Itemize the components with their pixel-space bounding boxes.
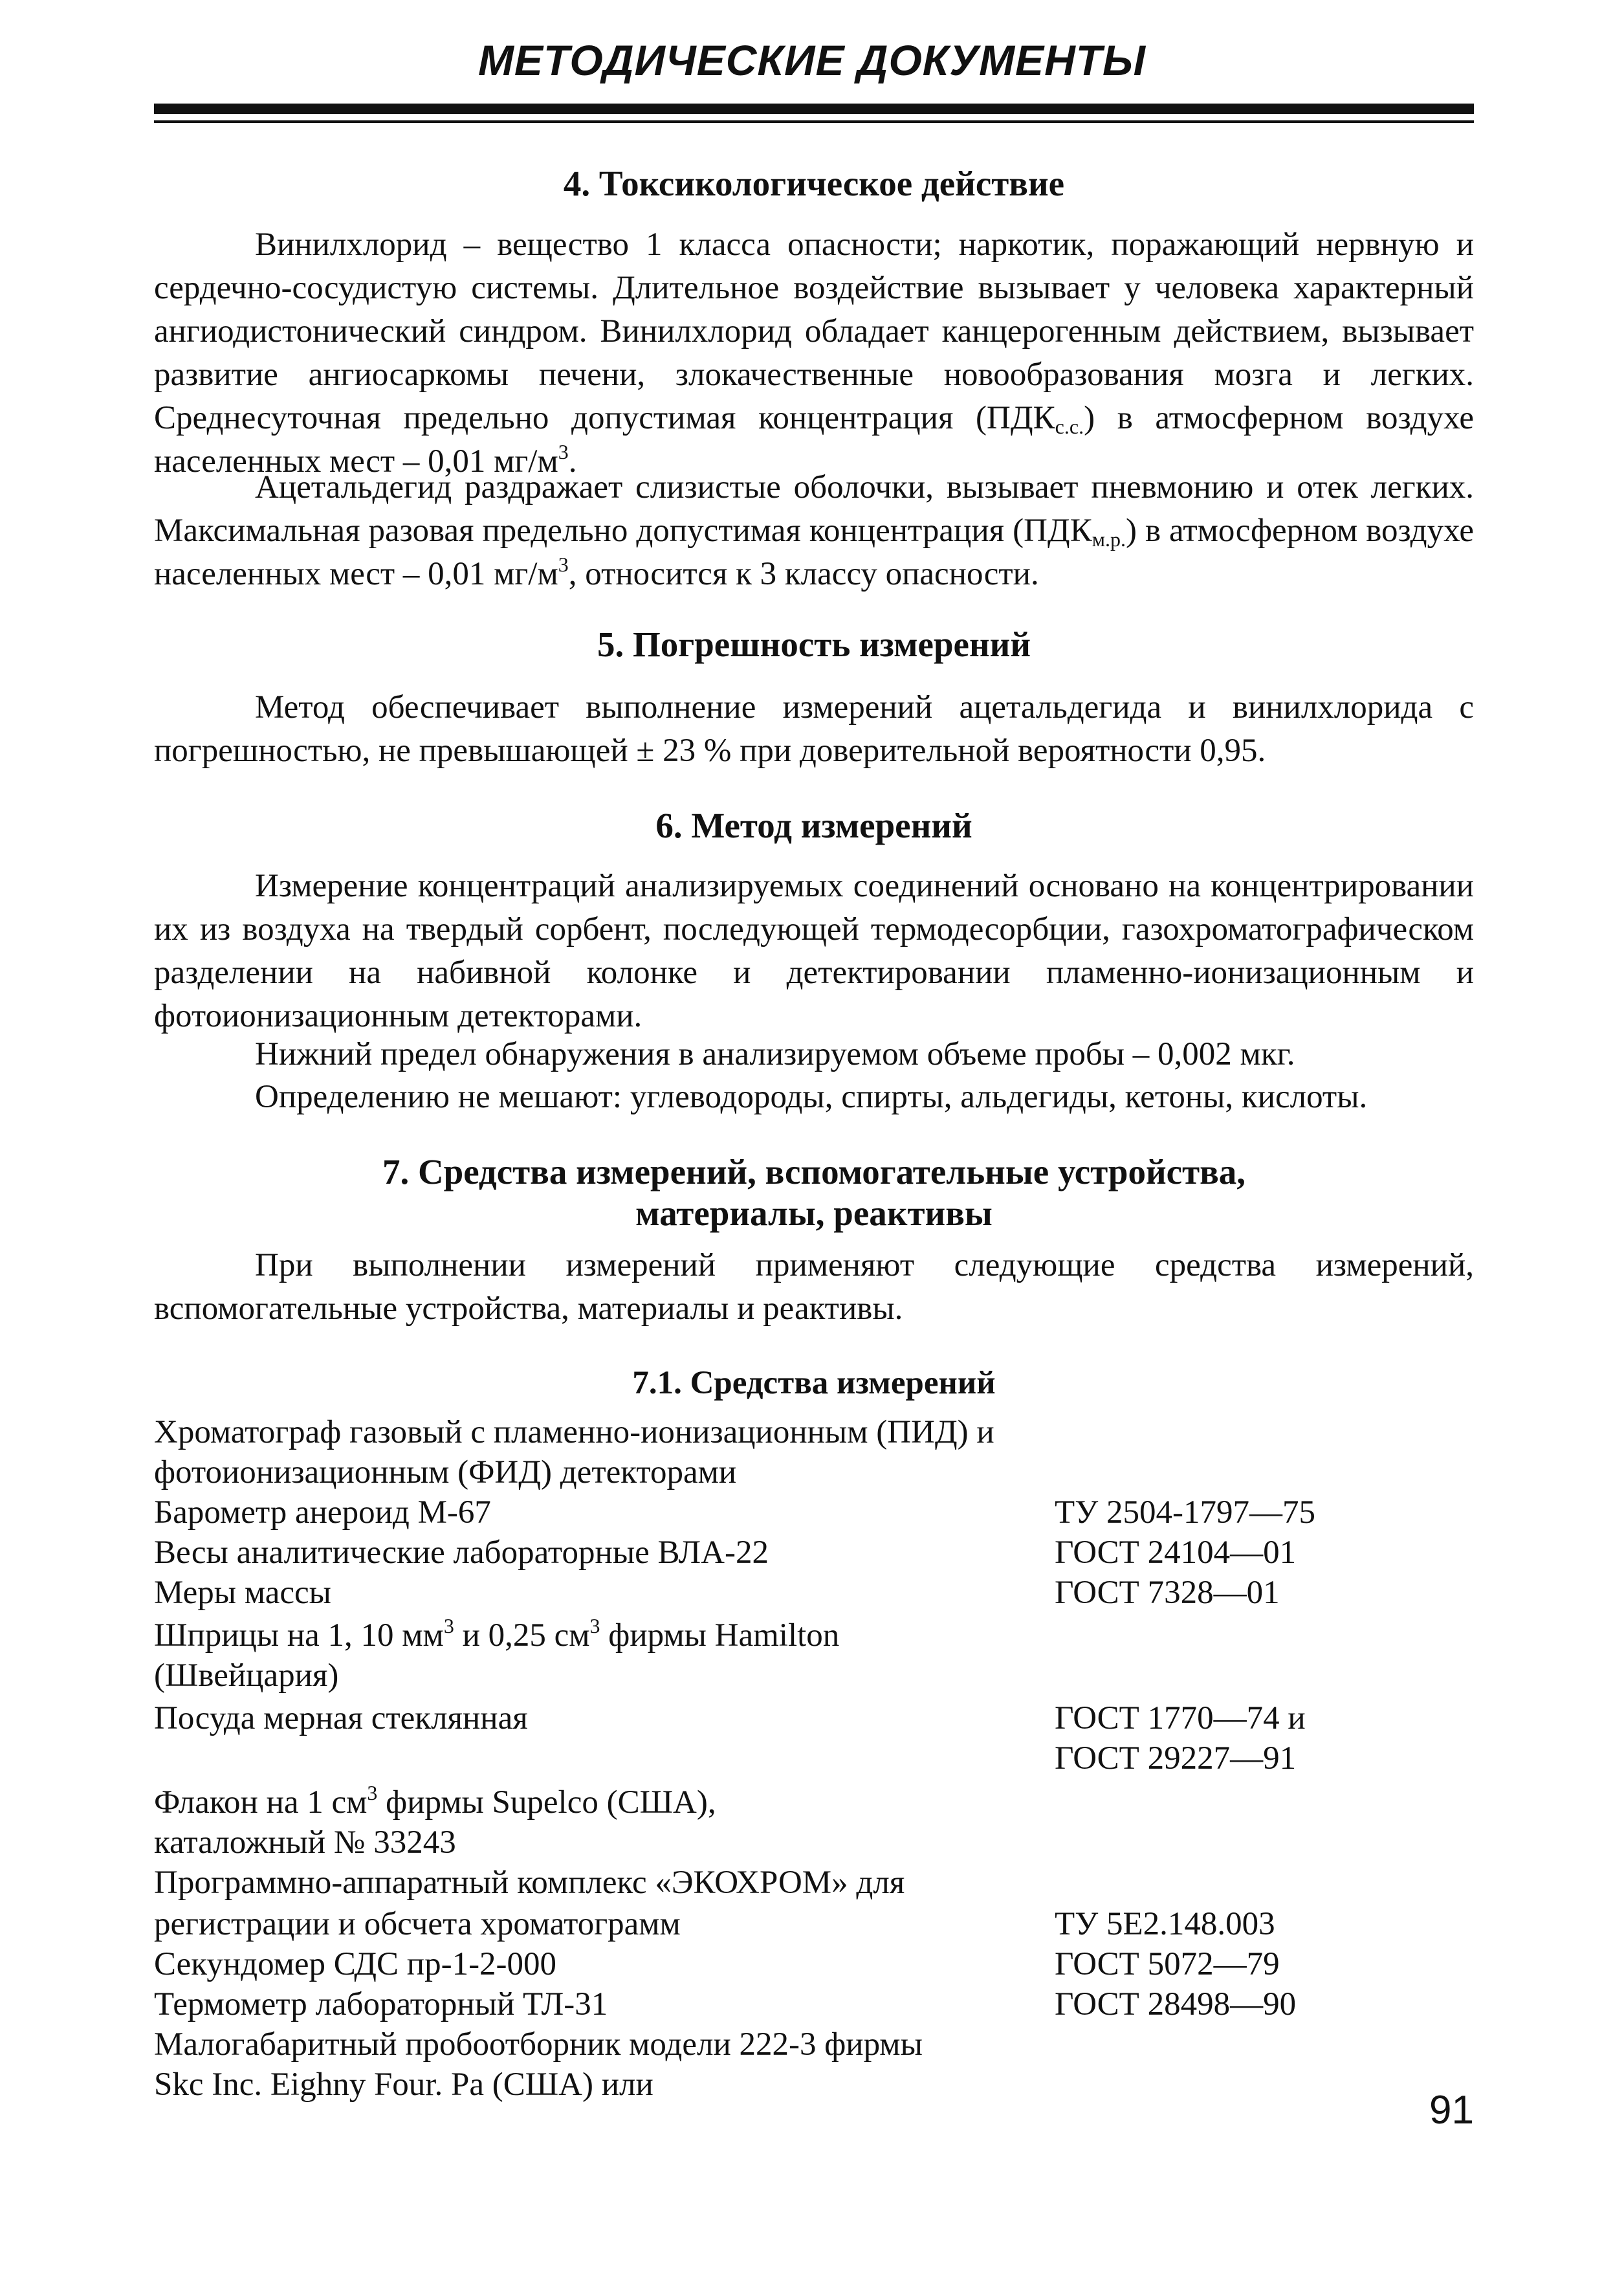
equipment-row — [154, 1903, 1474, 1946]
s4p1-text-end: . — [568, 443, 577, 480]
equipment-name: Меры массы — [154, 1575, 331, 1611]
equipment-name: Весы аналитические лабораторные ВЛА-22 — [154, 1534, 769, 1571]
s4p2-superscript: 3 — [558, 553, 569, 576]
section-4-heading: 4. Токсикологическое действие — [563, 164, 1065, 203]
header-rule-thin — [154, 120, 1474, 123]
equipment-name: Барометр анероид М-67 — [154, 1494, 491, 1531]
equipment-row — [154, 1654, 1474, 1698]
equipment-row — [154, 2023, 1474, 2066]
s4p2-text: Ацетальдегид раздражает слизистые оболочки, вызывает пневмонию и отек легких. Максимальная разовая предельно допустимая концентрация (ПДК — [154, 469, 1474, 549]
equipment-row — [154, 1737, 1474, 1780]
s4p1-text: Винилхлорид – вещество 1 класса опасности; наркотик, поражающий нервную и сердечно-сосудистую системы. Длительное воздействие вызывает у человека характерный ангиодистонический синдром. Винилхлорид обладает канцерогенным действием, вызывает развитие ангиосаркомы печени, злокачественные новообразования мозга и легких. Среднесуточная предельно допустимая концентрация (ПДК — [154, 227, 1474, 436]
s4p2-text-end: , относится к 3 классу опасности. — [568, 556, 1039, 592]
section-7-heading-line-2: материалы, реактивы — [635, 1193, 993, 1233]
section-6-paragraph-3: Определению не мешают: углеводороды, спирты, альдегиды, кетоны, кислоты. — [255, 1079, 1368, 1115]
section-7-heading-line-1: 7. Средства измерений, вспомогательные устройства, — [382, 1152, 1246, 1191]
section-7-intro: При выполнении измерений применяют следующие средства измерений, вспомогательные устройства, материалы и реактивы. — [154, 1247, 1474, 1327]
equipment-row — [154, 1781, 1474, 1824]
s4p1-subscript: с.с. — [1055, 415, 1084, 438]
syringe-sup-2: 3 — [589, 1614, 600, 1637]
equipment-standard: ГОСТ 5072—79 — [1055, 1946, 1280, 1982]
header-rule-thick — [154, 104, 1474, 114]
equipment-name: Skc Inc. Eighny Four. Pa (США) или — [154, 2066, 653, 2103]
section-6-paragraph-1: Измерение концентраций анализируемых соединений основано на концентрировании их из воздуха на твердый сорбент, последующей термодесорбции, газохроматографическом разделении на набивной колонке и детектировании пламенно-ионизационным и фотоионизационным детекторами. — [154, 868, 1474, 1034]
s4p2-subscript: м.р. — [1092, 527, 1126, 551]
equipment-row — [154, 2063, 1474, 2107]
equipment-row — [154, 1983, 1474, 2026]
equipment-standard: ТУ 5Е2.148.003 — [1055, 1906, 1275, 1942]
syringe-text-c: фирмы Hamilton — [600, 1617, 840, 1654]
equipment-standard: ГОСТ 7328—01 — [1055, 1575, 1280, 1611]
equipment-row — [154, 1821, 1474, 1865]
equipment-name — [154, 1614, 839, 1657]
vial-text-b: фирмы Supelco (США), — [377, 1784, 716, 1821]
s4p1-superscript: 3 — [558, 440, 569, 463]
section-4-paragraph-2 — [154, 466, 1474, 596]
syringe-text-a: Шприцы на 1, 10 мм — [154, 1617, 444, 1654]
equipment-row — [154, 1451, 1474, 1494]
equipment-row — [154, 1491, 1474, 1534]
equipment-row — [154, 1531, 1474, 1575]
section-6-paragraph-2: Нижний предел обнаружения в анализируемом объеме пробы – 0,002 мкг. — [255, 1036, 1295, 1072]
equipment-name: Посуда мерная стеклянная — [154, 1700, 528, 1736]
running-header: МЕТОДИЧЕСКИЕ ДОКУМЕНТЫ — [477, 36, 1147, 84]
equipment-name — [154, 1781, 716, 1824]
page-number: 91 — [1429, 2088, 1474, 2132]
equipment-name: Программно-аппаратный комплекс «ЭКОХРОМ» для — [154, 1865, 905, 1901]
s4p1-text-mid: ) в атмосферном воздухе населенных мест – 0,01 мг/м — [154, 400, 1474, 480]
equipment-standard: ГОСТ 1770—74 и — [1055, 1700, 1306, 1736]
s4p2-text-mid: ) в атмосферном воздухе населенных мест – 0,01 мг/м — [154, 513, 1474, 592]
equipment-name: Термометр лабораторный ТЛ-31 — [154, 1986, 608, 2022]
equipment-name: Секундомер СДС пр-1-2-000 — [154, 1946, 557, 1982]
section-7-1-heading: 7.1. Средства измерений — [632, 1365, 996, 1401]
equipment-standard: ГОСТ 24104—01 — [1055, 1534, 1297, 1571]
equipment-row — [154, 1697, 1474, 1740]
equipment-name: фотоионизационным (ФИД) детекторами — [154, 1454, 737, 1490]
section-6-heading: 6. Метод измерений — [655, 806, 972, 845]
equipment-standard: ГОСТ 28498—90 — [1055, 1986, 1297, 2022]
equipment-name: Хроматограф газовый с пламенно-ионизационным (ПИД) и — [154, 1414, 994, 1450]
equipment-row — [154, 1411, 1474, 1454]
equipment-name: (Швейцария) — [154, 1657, 339, 1694]
vial-text-a: Флакон на 1 см — [154, 1784, 368, 1821]
equipment-row — [154, 1943, 1474, 1986]
equipment-name: Малогабаритный пробоотборник модели 222-3 фирмы — [154, 2026, 923, 2063]
syringe-text-b: и 0,25 см — [454, 1617, 590, 1654]
equipment-row — [154, 1571, 1474, 1615]
equipment-name: регистрации и обсчета хроматограмм — [154, 1906, 681, 1942]
equipment-row — [154, 1861, 1474, 1905]
equipment-row — [154, 1614, 1474, 1657]
equipment-name: каталожный № 33243 — [154, 1824, 456, 1861]
vial-sup: 3 — [367, 1781, 378, 1804]
section-5-heading: 5. Погрешность измерений — [597, 625, 1031, 664]
section-5-paragraph-1: Метод обеспечивает выполнение измерений ацетальдегида и винилхлорида с погрешностью, не превышающей ± 23 % при доверительной вероятности 0,95. — [154, 689, 1474, 769]
equipment-standard: ГОСТ 29227—91 — [1055, 1740, 1297, 1777]
section-4-paragraph-1 — [154, 223, 1474, 483]
equipment-standard: ТУ 2504-1797—75 — [1055, 1494, 1315, 1531]
syringe-sup-1: 3 — [443, 1614, 454, 1637]
